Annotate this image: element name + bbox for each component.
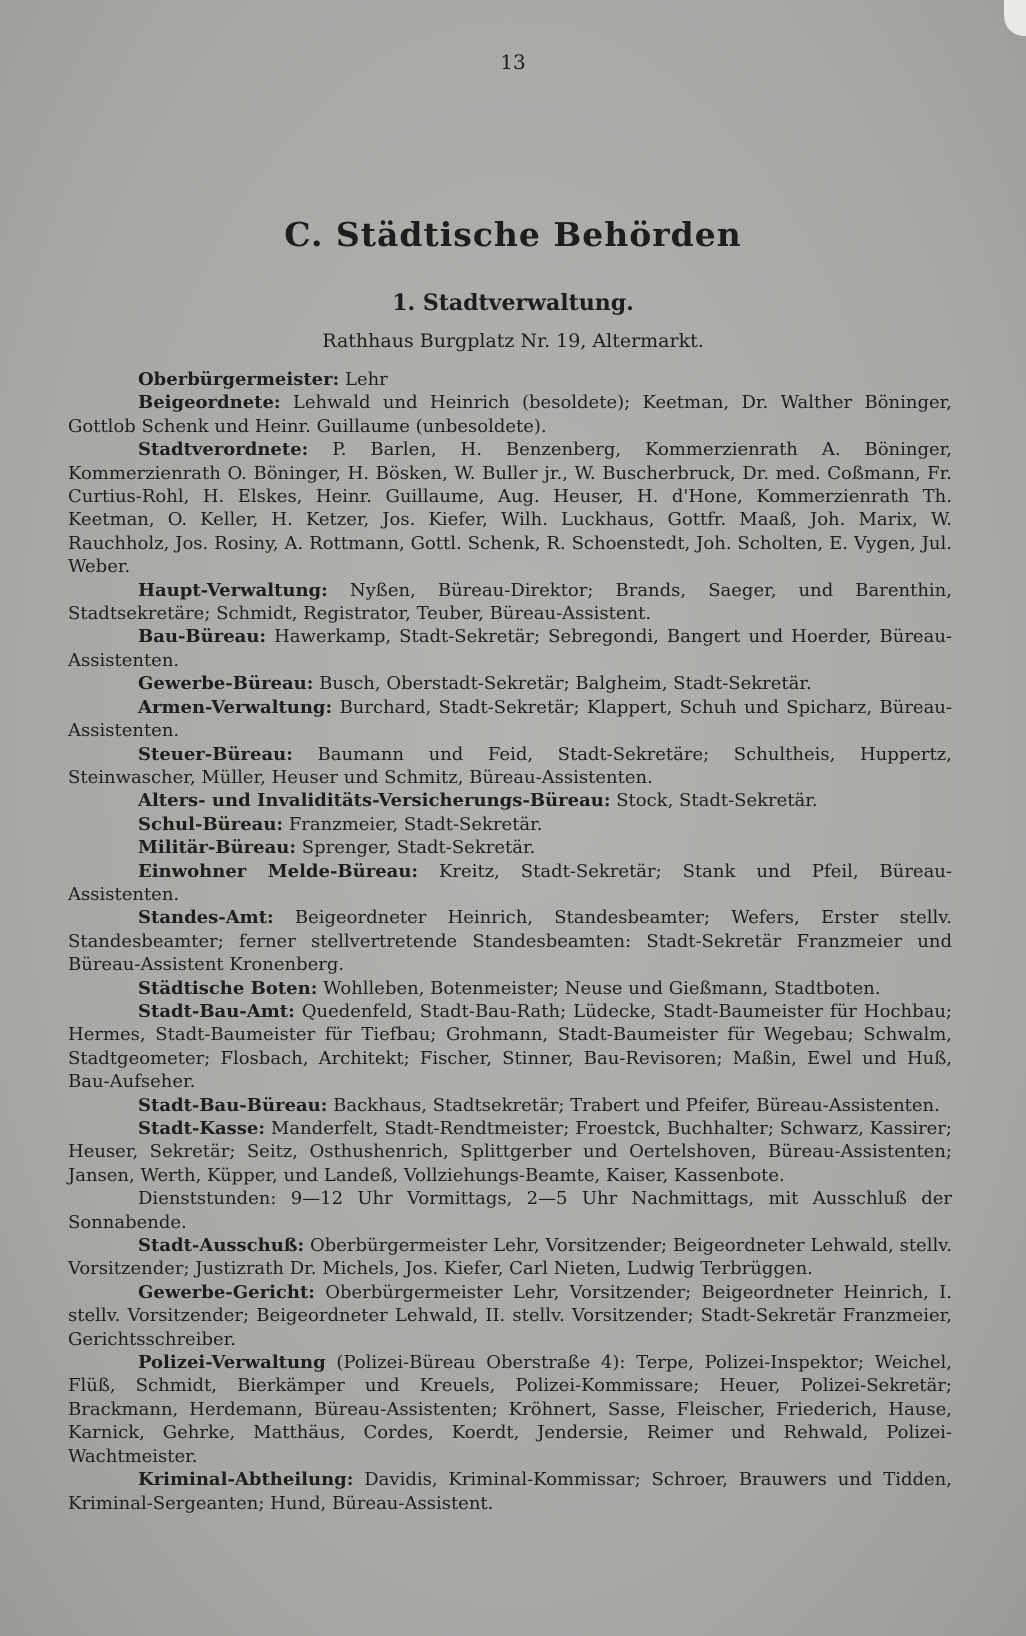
entry-text: Lehr	[344, 369, 388, 390]
entry-text: Wohlleben, Botenmeister; Neuse und Gießmann, Stadtboten.	[323, 977, 881, 999]
entry-label: Schul-Büreau:	[138, 813, 284, 835]
entry-label: Kriminal-Abtheilung:	[138, 1469, 354, 1491]
entry-text: Franzmeier, Stadt-Sekretär.	[288, 813, 543, 835]
scan-edge	[1004, 0, 1026, 36]
entry-text: Dienststunden: 9—12 Uhr Vormittags, 2—5 Uhr Nachmittags, mit Ausschluß der Sonnabende.	[68, 1188, 952, 1233]
entry-text: Baumann und Feid, Stadt-Sekretäre; Schultheis, Huppertz, Steinwascher, Müller, Heuser und Schmitz, Büreau-Assistenten.	[68, 743, 952, 788]
entry	[68, 1117, 952, 1187]
entry	[68, 672, 952, 695]
entry	[68, 1468, 952, 1515]
entry	[68, 625, 952, 672]
entry	[68, 813, 952, 836]
entry	[68, 1234, 952, 1281]
chapter-title: C. Städtische Behörden	[284, 215, 742, 254]
entry-text: Beigeordneter Heinrich, Standesbeamter; Wefers, Erster stellv. Standesbeamter; ferner stellvertretende Standesbeamten: Stadt-Sekretär Franzmeier und Büreau-Assistent Kronenberg.	[68, 907, 952, 976]
entry	[68, 1281, 952, 1351]
entry-label: Bau-Büreau:	[138, 626, 267, 648]
entry	[68, 1000, 952, 1094]
entry	[68, 789, 952, 812]
entry	[68, 860, 952, 907]
entry-text: Nyßen, Büreau-Direktor; Brands, Saeger, und Barenthin, Stadtsekretäre; Schmidt, Registrator, Teuber, Büreau-Assistent.	[68, 579, 952, 625]
entry-text: Sprenger, Stadt-Sekretär.	[301, 837, 536, 859]
entry-text: Stock, Stadt-Sekretär.	[616, 790, 818, 812]
entry-text: Lehwald und Heinrich (besoldete); Keetman, Dr. Walther Böninger, Gottlob Schenk und Heinr. Guillaume (unbesoldete).	[68, 392, 952, 437]
entry	[68, 368, 952, 391]
entry-label: Stadt-Ausschuß:	[138, 1235, 305, 1257]
entry-text: Oberbürgermeister Lehr, Vorsitzender; Beigeordneter Lehwald, stellv. Vorsitzender; Justizrath Dr. Michels, Jos. Kiefer, Carl Nieten, Ludwig Terbrüggen.	[68, 1235, 952, 1280]
entry-label: Stadt-Bau-Amt:	[138, 1000, 295, 1022]
page-number: 13	[500, 50, 526, 74]
entry-text: Backhaus, Stadtsekretär; Trabert und Pfeifer, Büreau-Assistenten.	[333, 1094, 940, 1116]
entry-label: Stadt-Bau-Büreau:	[138, 1094, 328, 1116]
entry-text: Manderfelt, Stadt-Rendtmeister; Froestck, Buchhalter; Schwarz, Kassirer; Heuser, Sekretär; Seitz, Osthushenrich, Splittgerber und Oertelshoven, Büreau-Assistenten; Jansen, Werth, Küpper, und Landeß, Vollziehungs-Beamte, Kaiser, Kassenbote.	[68, 1118, 952, 1186]
entry-office-hours	[68, 1187, 952, 1234]
entry-text: Burchard, Stadt-Sekretär; Klappert, Schuh und Spicharz, Büreau-Assistenten.	[68, 696, 952, 742]
entry-text: (Polizei-Büreau Oberstraße 4): Terpe, Polizei-Inspektor; Weichel, Flüß, Schmidt, Bierkämper und Kreuels, Polizei-Kommissare; Heuer, Polizei-Sekretär; Brackmann, Herdemann, Büreau-Assistenten; Kröhnert, Sasse, Fleischer, Friederich, Hause, Karnick, Gehrke, Matthäus, Cordes, Koerdt, Jendersie, Reimer und Rehwald, Polizei-Wachtmeister.	[68, 1352, 952, 1467]
entry-label: Stadt-Kasse:	[138, 1118, 266, 1139]
entry-label: Gewerbe-Büreau:	[138, 673, 314, 695]
entry-label: Beigeordnete:	[138, 392, 281, 414]
entry-label: Armen-Verwaltung:	[138, 696, 333, 718]
entry-label: Steuer-Büreau:	[138, 743, 293, 765]
location-line: Rathhaus Burgplatz Nr. 19, Altermarkt.	[322, 330, 704, 352]
entry-label: Stadtverordnete:	[138, 439, 309, 461]
entry-text: Kreitz, Stadt-Sekretär; Stank und Pfeil, Büreau-Assistenten.	[68, 860, 952, 905]
entry-text: Busch, Oberstadt-Sekretär; Balgheim, Stadt-Sekretär.	[319, 673, 812, 695]
entry-text: Hawerkamp, Stadt-Sekretär; Sebregondi, Bangert und Hoerder, Büreau-Assistenten.	[68, 626, 952, 671]
section-title: 1. Stadtverwaltung.	[392, 290, 634, 316]
entry	[68, 1351, 952, 1468]
entry	[68, 906, 952, 976]
entry	[68, 1094, 952, 1117]
entry-label: Oberbürgermeister:	[138, 369, 340, 390]
entry-label: Alters- und Invaliditäts-Versicherungs-Büreau:	[138, 790, 611, 812]
entry-text: Oberbürgermeister Lehr, Vorsitzender; Beigeordneter Heinrich, I. stellv. Vorsitzender; Beigeordneter Lehwald, II. stellv. Vorsitzender; Stadt-Sekretär Franzmeier, Gerichtsschreiber.	[68, 1281, 952, 1350]
entries-list	[68, 368, 952, 1515]
entry-label: Städtische Boten:	[138, 977, 318, 999]
entry-label: Einwohner Melde-Büreau:	[138, 860, 419, 882]
entry-label: Standes-Amt:	[138, 907, 274, 929]
entry-label: Haupt-Verwaltung:	[138, 579, 328, 601]
entry-text: Davidis, Kriminal-Kommissar; Schroer, Brauwers und Tidden, Kriminal-Sergeanten; Hund, Büreau-Assistent.	[68, 1469, 952, 1514]
entry	[68, 977, 952, 1000]
entry-label: Polizei-Verwaltung	[138, 1352, 326, 1374]
entry-label: Gewerbe-Gericht:	[138, 1281, 315, 1303]
entry	[68, 391, 952, 438]
entry-text: Quedenfeld, Stadt-Bau-Rath; Lüdecke, Stadt-Baumeister für Hochbau; Hermes, Stadt-Baumeister für Tiefbau; Grohmann, Stadt-Baumeister für Wegebau; Schwalm, Stadtgeometer; Flosbach, Architekt; Fischer, Stinner, Bau-Revisoren; Maßin, Ewel und Huß, Bau-Aufseher.	[68, 1000, 952, 1093]
entry	[68, 438, 952, 578]
entry	[68, 836, 952, 859]
entry	[68, 696, 952, 743]
entry-label: Militär-Büreau:	[138, 837, 297, 859]
entry-text: P. Barlen, H. Benzenberg, Kommerzienrath A. Böninger, Kommerzienrath O. Böninger, H. Bösken, W. Buller jr., W. Buscherbruck, Dr. med. Coßmann, Fr. Curtius-Rohl, H. Elskes, Heinr. Guillaume, Aug. Heuser, H. d'Hone, Kommerzienrath Th. Keetman, O. Keller, H. Ketzer, Jos. Kiefer, Wilh. Luckhaus, Gottfr. Maaß, Joh. Marix, W. Rauchholz, Jos. Rosiny, A. Rottmann, Gottl. Schenk, R. Schoenstedt, Joh. Scholten, E. Vygen, Jul. Weber.	[68, 439, 952, 578]
entry	[68, 579, 952, 626]
entry	[68, 743, 952, 790]
